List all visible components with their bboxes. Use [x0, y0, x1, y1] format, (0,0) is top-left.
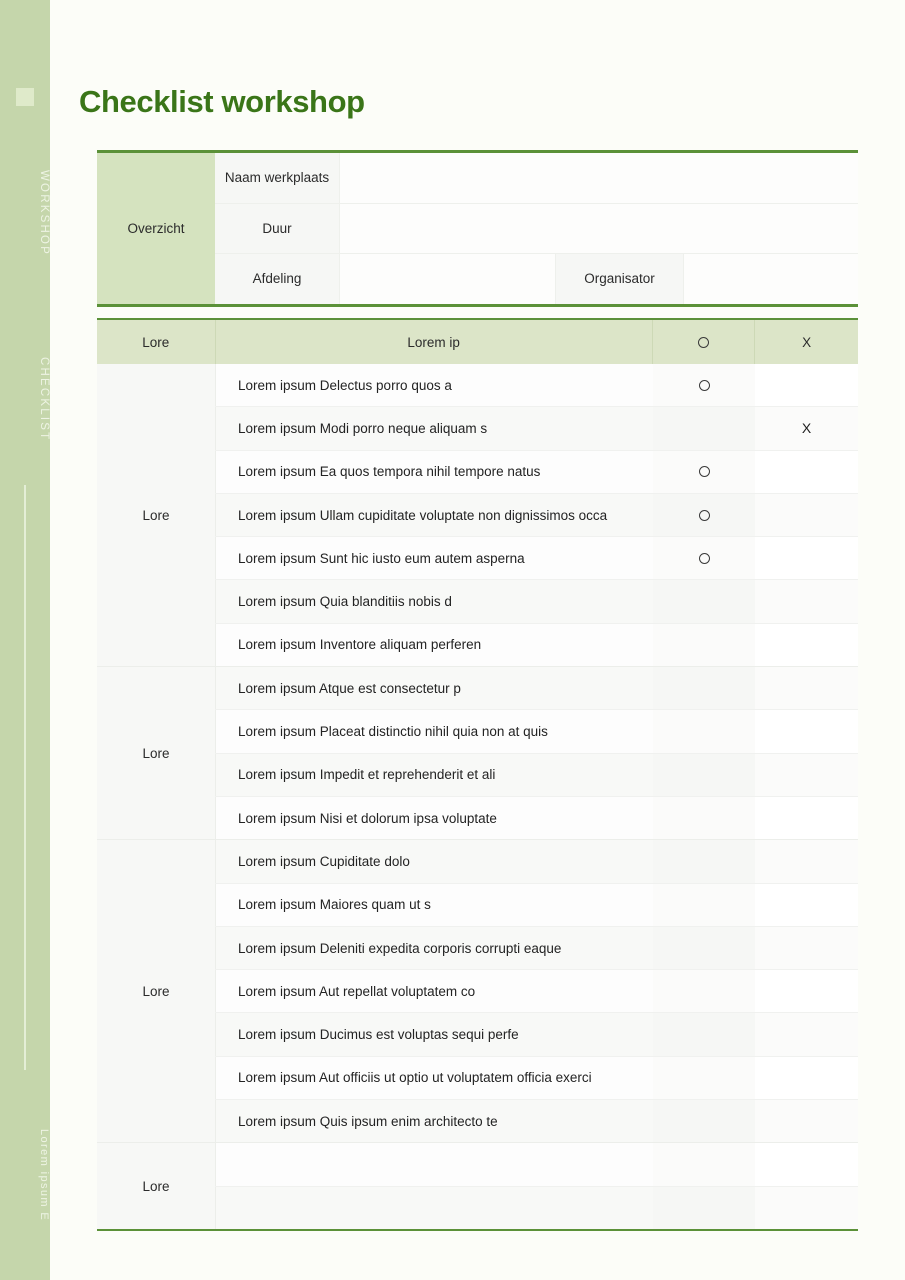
- table-row: [215, 667, 858, 709]
- table-row: [215, 1012, 858, 1055]
- checklist-no-cell[interactable]: [755, 580, 858, 622]
- overview-section-label: Overzicht: [97, 153, 215, 304]
- checklist-item-text: Lorem ipsum Aut repellat voluptatem co: [215, 970, 653, 1012]
- checklist-ok-cell[interactable]: [653, 667, 755, 709]
- checklist-ok-cell[interactable]: [653, 494, 755, 536]
- checklist-no-cell[interactable]: [755, 624, 858, 666]
- sidebar-divider: [24, 485, 26, 1070]
- checklist-ok-cell[interactable]: [653, 624, 755, 666]
- checklist-ok-cell[interactable]: [653, 451, 755, 493]
- circle-icon: [699, 466, 710, 477]
- table-row: [215, 406, 858, 449]
- overview-field-value[interactable]: [339, 254, 555, 304]
- checklist-groups: [97, 364, 858, 1229]
- checklist-no-cell[interactable]: [755, 537, 858, 579]
- checklist-table: [97, 318, 858, 1231]
- sidebar-label-workshop: WORKSHOP: [38, 170, 50, 256]
- overview-field-label-secondary: Organisator: [555, 254, 683, 304]
- checklist-no-cell[interactable]: [755, 754, 858, 796]
- overview-field-label: Afdeling: [215, 254, 339, 304]
- table-row: [215, 926, 858, 969]
- overview-row: [215, 153, 858, 203]
- table-row: [215, 1056, 858, 1099]
- table-row: [215, 493, 858, 536]
- table-row: [215, 623, 858, 666]
- overview-field-value-secondary[interactable]: [683, 254, 858, 304]
- checklist-ok-cell[interactable]: [653, 754, 755, 796]
- checklist-ok-cell[interactable]: [653, 364, 755, 406]
- checklist-group: [97, 1142, 858, 1229]
- checklist-item-text: Lorem ipsum Atque est consectetur p: [215, 667, 653, 709]
- checklist-no-cell[interactable]: [755, 451, 858, 493]
- checklist-ok-cell[interactable]: [653, 580, 755, 622]
- page-title: Checklist workshop: [79, 84, 365, 119]
- overview-rows: [215, 153, 858, 304]
- checklist-no-cell[interactable]: [755, 1100, 858, 1142]
- checklist-item-text: Lorem ipsum Delectus porro quos a: [215, 364, 653, 406]
- overview-field-value[interactable]: [339, 153, 858, 203]
- checklist-item-text: Lorem ipsum Sunt hic iusto eum autem asperna: [215, 537, 653, 579]
- checklist-item-text: Lorem ipsum Quia blanditiis nobis d: [215, 580, 653, 622]
- table-row: [215, 450, 858, 493]
- table-row: [215, 796, 858, 839]
- checklist-no-cell[interactable]: [755, 667, 858, 709]
- checklist-ok-cell[interactable]: [653, 840, 755, 882]
- checklist-item-text: Lorem ipsum Quis ipsum enim architecto te: [215, 1100, 653, 1142]
- table-row: [215, 1143, 858, 1185]
- checklist-header-ok: [652, 320, 755, 364]
- checklist-no-cell[interactable]: [755, 710, 858, 752]
- checklist-no-cell[interactable]: [755, 1057, 858, 1099]
- checklist-no-cell[interactable]: [755, 797, 858, 839]
- checklist-item-text: [215, 1187, 653, 1229]
- checklist-group-rows: [215, 667, 858, 839]
- square-logo-icon: [16, 88, 34, 106]
- overview-row: [215, 203, 858, 254]
- checklist-ok-cell[interactable]: [653, 1143, 755, 1185]
- table-row: [215, 969, 858, 1012]
- checklist-item-text: Lorem ipsum Cupiditate dolo: [215, 840, 653, 882]
- table-row: [215, 709, 858, 752]
- checklist-item-text: Lorem ipsum Modi porro neque aliquam s: [215, 407, 653, 449]
- table-row: [215, 1099, 858, 1142]
- table-row: [215, 579, 858, 622]
- checklist-item-text: Lorem ipsum Deleniti expedita corporis corrupti eaque: [215, 927, 653, 969]
- checklist-ok-cell[interactable]: [653, 1057, 755, 1099]
- overview-row: [215, 253, 858, 304]
- checklist-item-text: Lorem ipsum Impedit et reprehenderit et ali: [215, 754, 653, 796]
- table-row: [215, 536, 858, 579]
- checklist-group-label: Lore: [97, 840, 215, 1142]
- checklist-ok-cell[interactable]: [653, 1013, 755, 1055]
- checklist-no-cell[interactable]: [755, 927, 858, 969]
- sidebar-label-footer: Lorem ipsum E: [38, 1128, 50, 1222]
- checklist-item-text: [215, 1143, 653, 1185]
- checklist-item-text: Lorem ipsum Ea quos tempora nihil tempore natus: [215, 451, 653, 493]
- sidebar-label-checklist: CHECKLIST: [38, 357, 50, 442]
- checklist-item-text: Lorem ipsum Maiores quam ut s: [215, 884, 653, 926]
- checklist-ok-cell[interactable]: [653, 1100, 755, 1142]
- checklist-header-no: X: [754, 320, 858, 364]
- checklist-header-text: Lorem ip: [215, 320, 652, 364]
- checklist-ok-cell[interactable]: [653, 884, 755, 926]
- checklist-header-row: [97, 320, 858, 364]
- checklist-group: [97, 364, 858, 666]
- overview-field-label: Naam werkplaats: [215, 153, 339, 203]
- checklist-item-text: Lorem ipsum Ullam cupiditate voluptate non dignissimos occa: [215, 494, 653, 536]
- checklist-item-text: Lorem ipsum Aut officiis ut optio ut voluptatem officia exerci: [215, 1057, 653, 1099]
- checklist-group-rows: [215, 364, 858, 666]
- overview-table: [97, 150, 858, 307]
- checklist-no-cell[interactable]: [755, 1187, 858, 1229]
- checklist-group-rows: [215, 1143, 858, 1229]
- checklist-no-cell[interactable]: [755, 364, 858, 406]
- circle-icon: [698, 337, 709, 348]
- table-row: [215, 1186, 858, 1229]
- checklist-ok-cell[interactable]: [653, 537, 755, 579]
- checklist-no-cell[interactable]: [755, 884, 858, 926]
- checklist-no-cell[interactable]: [755, 494, 858, 536]
- checklist-ok-cell[interactable]: [653, 797, 755, 839]
- checklist-item-text: Lorem ipsum Inventore aliquam perferen: [215, 624, 653, 666]
- checklist-ok-cell[interactable]: [653, 1187, 755, 1229]
- overview-field-label: Duur: [215, 204, 339, 254]
- checklist-ok-cell[interactable]: [653, 927, 755, 969]
- checklist-ok-cell[interactable]: [653, 710, 755, 752]
- checklist-ok-cell[interactable]: [653, 407, 755, 449]
- sidebar: [0, 0, 50, 1280]
- table-row: [215, 753, 858, 796]
- checklist-no-cell[interactable]: [755, 1013, 858, 1055]
- checklist-no-cell[interactable]: [755, 407, 858, 449]
- table-row: [215, 840, 858, 882]
- checklist-no-cell[interactable]: [755, 970, 858, 1012]
- checklist-item-text: Lorem ipsum Ducimus est voluptas sequi perfe: [215, 1013, 653, 1055]
- circle-icon: [699, 380, 710, 391]
- checklist-group-rows: [215, 840, 858, 1142]
- x-icon: X: [801, 420, 812, 437]
- circle-icon: [699, 553, 710, 564]
- overview-field-value[interactable]: [339, 204, 858, 254]
- table-row: [215, 883, 858, 926]
- checklist-item-text: Lorem ipsum Nisi et dolorum ipsa voluptate: [215, 797, 653, 839]
- checklist-header-group: Lore: [142, 334, 170, 350]
- checklist-item-text: Lorem ipsum Placeat distinctio nihil quia non at quis: [215, 710, 653, 752]
- checklist-group-label: Lore: [97, 1143, 215, 1229]
- checklist-group-label: Lore: [97, 667, 215, 839]
- checklist-group-label: Lore: [97, 364, 215, 666]
- checklist-group: [97, 666, 858, 839]
- checklist-no-cell[interactable]: [755, 840, 858, 882]
- checklist-group: [97, 839, 858, 1142]
- checklist-no-cell[interactable]: [755, 1143, 858, 1185]
- checklist-ok-cell[interactable]: [653, 970, 755, 1012]
- table-row: [215, 364, 858, 406]
- circle-icon: [699, 510, 710, 521]
